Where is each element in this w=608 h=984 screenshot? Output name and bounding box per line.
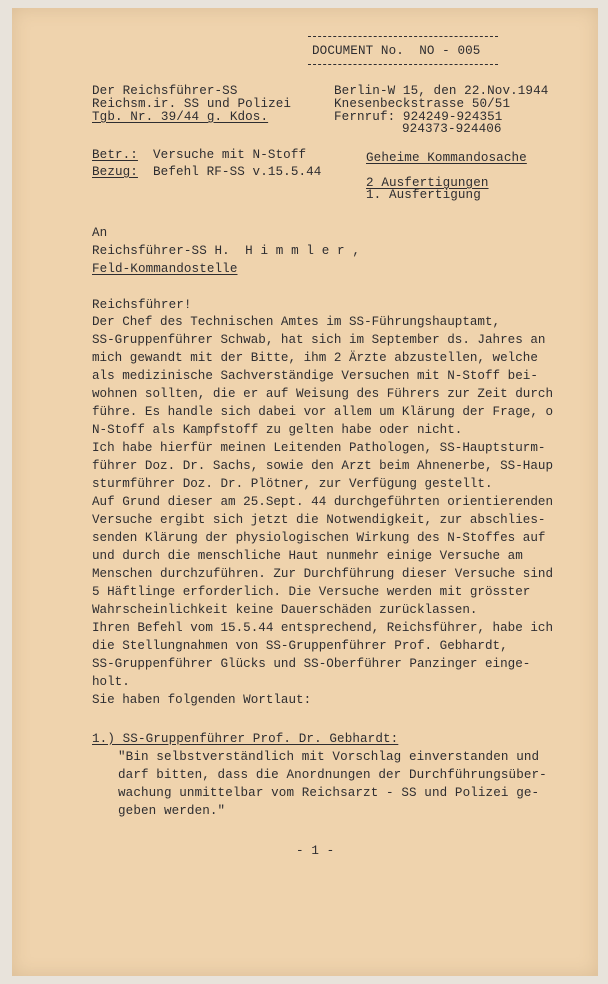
quote-line: geben werden." [118,804,226,818]
quote-line: darf bitten, dass die Anordnungen der Durchführungsüber- [118,768,547,782]
body-line: Auf Grund dieser am 25.Sept. 44 durchgeführten orientierenden [92,495,554,509]
sender-line-2: Reichsm.ir. SS und Polizei [92,97,292,111]
body-line: Versuche ergibt sich jetzt die Notwendigkeit, zur abschlies- [92,513,546,527]
betr-label: Betr.: [92,148,138,162]
document-number: DOCUMENT No. NO - 005 [312,44,481,58]
document-page [12,8,598,976]
document-number-rule-bottom [308,64,498,65]
body-line: wohnen sollten, die er auf Weisung des Führers zur Zeit durch [92,387,554,401]
quote-line: "Bin selbstverständlich mit Vorschlag einverstanden und [118,750,540,764]
body-line: holt. [92,675,130,689]
betr-text: Versuche mit N-Stoff [153,148,307,162]
salutation: Reichsführer! [92,298,192,312]
recipient-name: Reichsführer-SS H. H i m m l e r , [92,244,361,258]
body-line: Wahrscheinlichkeit keine Dauerschäden zurücklassen. [92,603,478,617]
sender-reference: Tgb. Nr. 39/44 g. Kdos. [92,110,269,124]
body-line: mich gewandt mit der Bitte, ihm 2 Ärzte abzustellen, welche [92,351,538,365]
body-line: sturmführer Doz. Dr. Plötner, zur Verfügung gestellt. [92,477,493,491]
quote-line: wachung unmittelbar vom Reichsarzt - SS und Polizei ge- [118,786,540,800]
phone-line-1: Fernruf: 924249-924351 [334,110,503,124]
bezug-label: Bezug: [92,165,138,179]
body-line: Ihren Befehl vom 15.5.44 entsprechend, Reichsführer, habe ich [92,621,554,635]
body-line: Ich habe hierfür meinen Leitenden Pathologen, SS-Hauptsturm- [92,441,546,455]
body-line: Der Chef des Technischen Amtes im SS-Führungshauptamt, [92,315,501,329]
classification-copy-number: 1. Ausfertigung [366,188,481,202]
recipient-location: Feld-Kommandostelle [92,262,238,276]
body-line: als medizinische Sachverständige Versuchen mit N-Stoff bei- [92,369,538,383]
body-line: und durch die menschliche Haut nunmehr einige Versuche am [92,549,523,563]
body-line: N-Stoff als Kampfstoff zu gelten habe oder nicht. [92,423,463,437]
body-line: führer Doz. Dr. Sachs, sowie den Arzt beim Ahnenerbe, SS-Haup [92,459,554,473]
place-date-line-2: Knesenbeckstrasse 50/51 [334,97,511,111]
phone-line-2: 924373-924406 [402,122,502,136]
quote-heading: 1.) SS-Gruppenführer Prof. Dr. Gebhardt: [92,732,399,746]
bezug-text: Befehl RF-SS v.15.5.44 [153,165,322,179]
recipient-an: An [92,226,108,240]
document-number-rule-top [308,36,498,37]
body-line: SS-Gruppenführer Glücks und SS-Oberführer Panzinger einge- [92,657,531,671]
body-line: die Stellungnahmen von SS-Gruppenführer Prof. Gebhardt, [92,639,508,653]
body-line: senden Klärung der physiologischen Wirkung des N-Stoffes auf [92,531,546,545]
body-line: führe. Es handle sich dabei vor allem um Klärung der Frage, o [92,405,554,419]
body-line: Sie haben folgenden Wortlaut: [92,693,312,707]
classification-copies: 2 Ausfertigungen [366,176,489,190]
page-number: - 1 - [296,844,335,858]
place-date-line-1: Berlin-W 15, den 22.Nov.1944 [334,84,549,98]
sender-line-1: Der Reichsführer-SS [92,84,238,98]
classification-secret: Geheime Kommandosache [366,151,527,165]
body-line: Menschen durchzuführen. Zur Durchführung dieser Versuche sind [92,567,554,581]
body-line: SS-Gruppenführer Schwab, hat sich im September ds. Jahres an [92,333,546,347]
body-line: 5 Häftlinge erforderlich. Die Versuche werden mit grösster [92,585,531,599]
